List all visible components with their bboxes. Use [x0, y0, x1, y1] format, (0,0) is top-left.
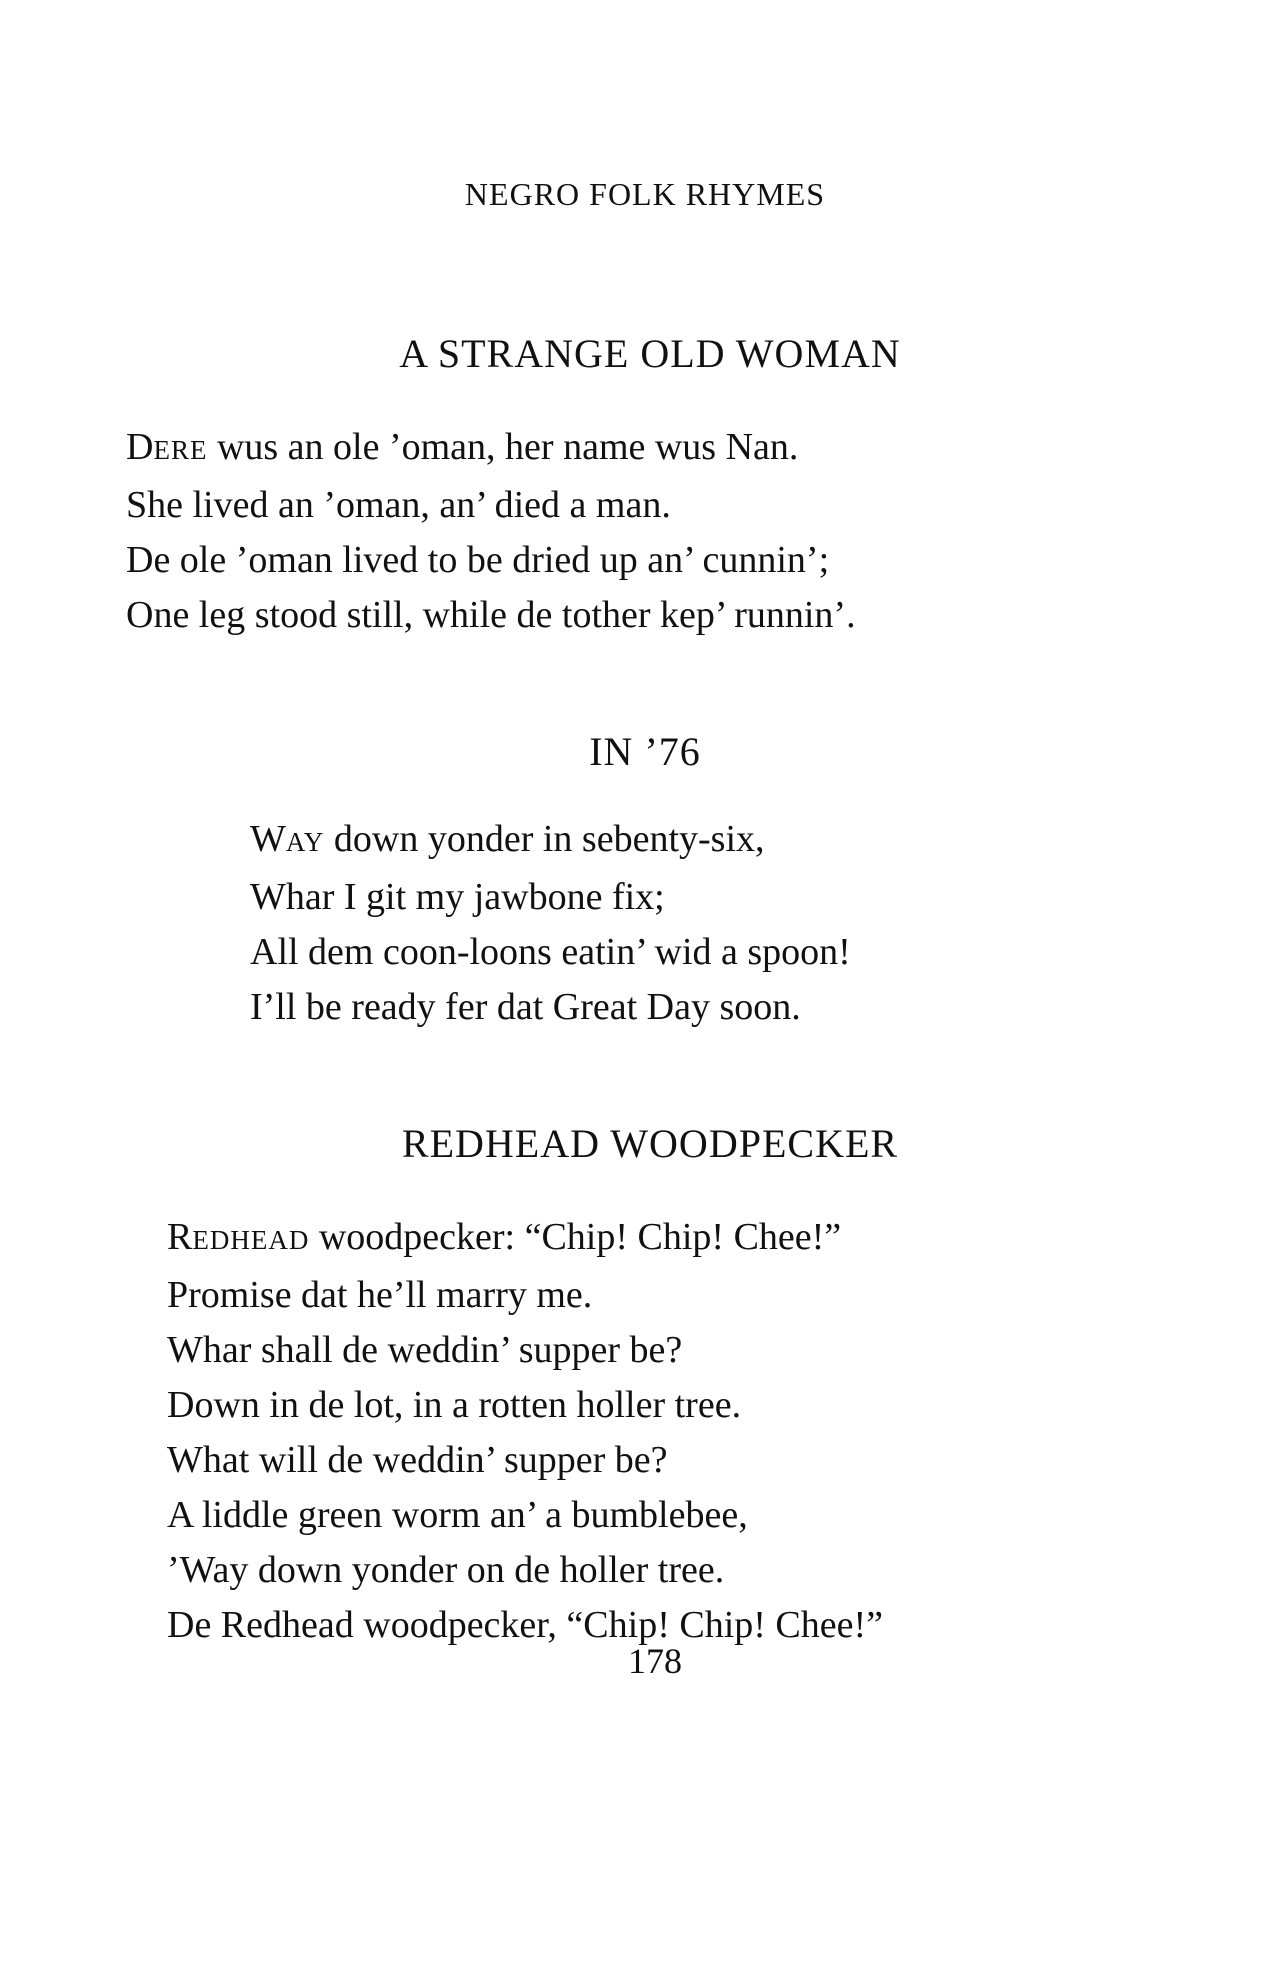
poem-line: What will de weddin’ supper be?	[167, 1439, 668, 1481]
poem-line: De ole ’oman lived to be dried up an’ cunnin’;	[126, 539, 830, 581]
poem-line	[250, 812, 851, 870]
drop-initial: R	[167, 1216, 193, 1258]
first-line-text: woodpecker: “Chip! Chip! Chee!”	[309, 1216, 842, 1258]
page-number: 178	[628, 1641, 682, 1681]
poem-line: A liddle green worm an’ a bumblebee,	[167, 1494, 748, 1536]
drop-initial: D	[126, 426, 154, 468]
poem-stanza	[167, 1210, 883, 1653]
poem-title: REDHEAD WOODPECKER	[401, 1121, 899, 1166]
poem-line: One leg stood still, while de tother kep’ runnin’.	[126, 594, 856, 636]
small-caps-word: EDHEAD	[192, 1225, 310, 1255]
poem-line: Whar shall de weddin’ supper be?	[167, 1329, 683, 1371]
poem-title: A STRANGE OLD WOMAN	[399, 331, 901, 376]
poem-line: All dem coon-loons eatin’ wid a spoon!	[250, 931, 851, 973]
poem-line	[126, 420, 856, 478]
poem-line: Promise dat he’ll marry me.	[167, 1274, 593, 1316]
poem-line	[167, 1210, 883, 1268]
poem-title: IN ’76	[589, 729, 701, 774]
small-caps-word: AY	[285, 827, 325, 857]
poem-line: ’Way down yonder on de holler tree.	[167, 1549, 725, 1591]
first-line-text: down yonder in sebenty-six,	[324, 818, 765, 860]
poem-line: I’ll be ready fer dat Great Day soon.	[250, 986, 801, 1028]
poem-line: De Redhead woodpecker, “Chip! Chip! Chee!”	[167, 1604, 884, 1646]
poem-line: Down in de lot, in a rotten holler tree.	[167, 1384, 742, 1426]
poem-stanza	[250, 812, 851, 1035]
drop-initial: W	[250, 818, 286, 860]
first-line-text: wus an ole ’oman, her name wus Nan.	[207, 426, 799, 468]
poem-stanza	[126, 420, 856, 643]
poem-line: She lived an ’oman, an’ died a man.	[126, 484, 671, 526]
running-head: NEGRO FOLK RHYMES	[464, 176, 826, 212]
small-caps-word: ERE	[153, 435, 208, 465]
poem-line: Whar I git my jawbone fix;	[250, 876, 665, 918]
